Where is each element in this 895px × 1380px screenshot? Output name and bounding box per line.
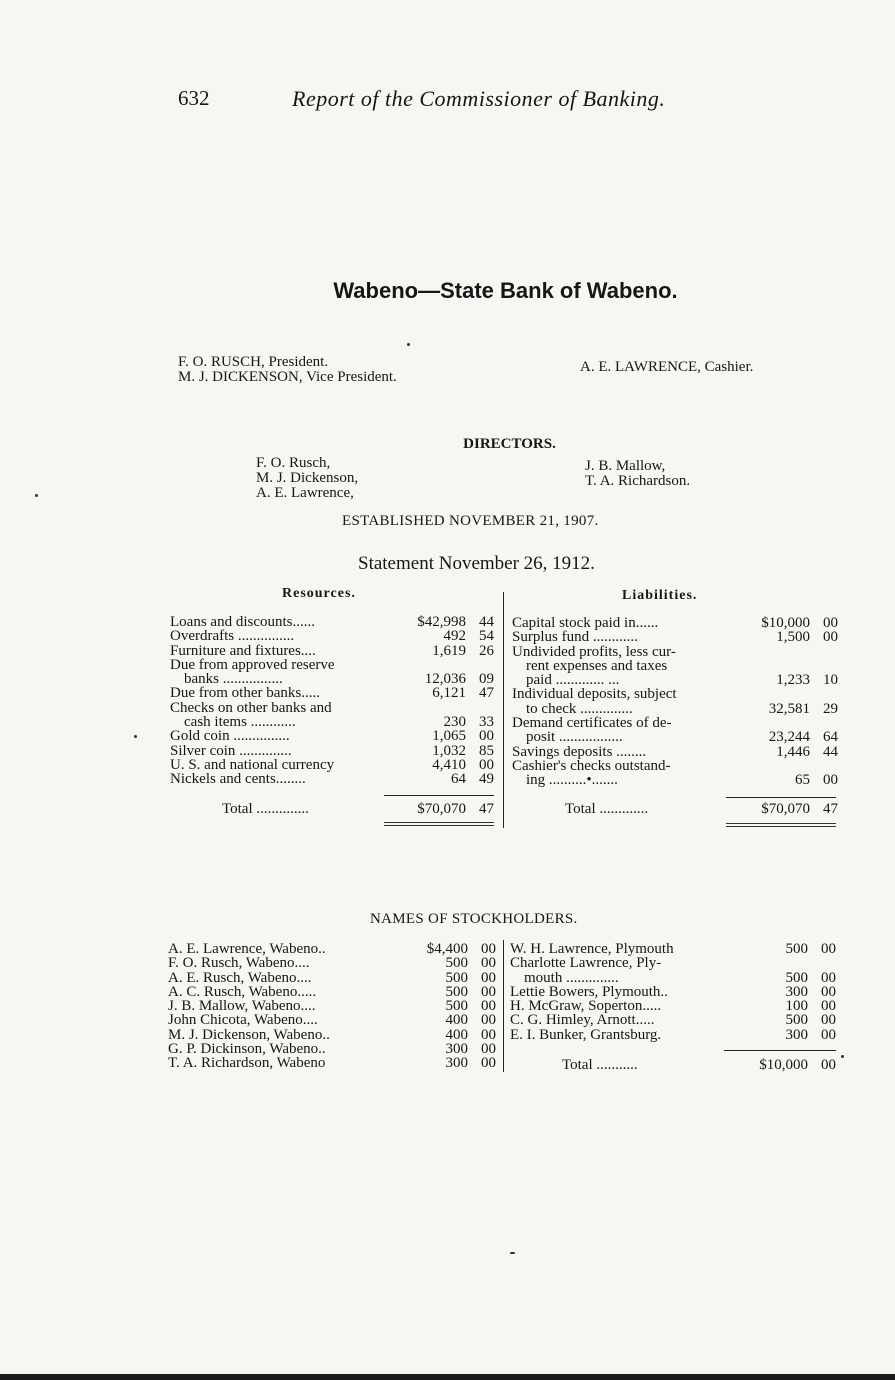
ledger-row: Cashier's checks outstand-: [512, 758, 671, 774]
page-number: 632: [178, 86, 210, 110]
ledger-row: Overdrafts ............... 492 54: [170, 628, 494, 645]
ledger-row: Capital stock paid in...... $10,000 00: [512, 615, 838, 631]
column-divider: [503, 592, 504, 828]
stockholder-row: C. G. Himley, Arnott..... 500 00: [510, 1012, 836, 1029]
directors-heading-text: DIRECTORS.: [463, 436, 556, 452]
director-name: J. B. Mallow,: [585, 458, 666, 474]
ledger-row: ing ..........•....... 65 00: [526, 772, 838, 789]
bank-title-text: Wabeno—State Bank of Wabeno.: [333, 278, 678, 303]
ledger-total: Total .............. $70,070 47: [222, 801, 494, 817]
ledger-row: Due from approved reserve: [170, 657, 335, 673]
ledger-row: Surplus fund ............ 1,500 00: [512, 629, 838, 646]
liabilities-sum-rule: [726, 797, 836, 798]
resources-sum-rule: [384, 795, 494, 796]
liabilities-heading: Liabilities.: [622, 588, 698, 603]
vice-president-line: M. J. DICKENSON, Vice President.: [178, 369, 397, 385]
stockholders-sum-rule: [724, 1050, 836, 1051]
ledger-row: Individual deposits, subject: [512, 687, 677, 702]
stockholder-row: John Chicota, Wabeno.... 400 00: [168, 1012, 496, 1029]
director-name: F. O. Rusch,: [256, 455, 331, 471]
resources-heading: Resources.: [282, 586, 356, 601]
scan-speck: [510, 1252, 515, 1254]
stockholder-row: A. E. Rusch, Wabeno.... 500 00: [168, 969, 496, 986]
resources-total-row: [222, 802, 494, 816]
ledger-row: Undivided profits, less cur-: [512, 644, 676, 659]
directors-right: [585, 459, 690, 489]
statement-heading: Statement November 26, 1912.: [358, 553, 595, 574]
stockholder-row: G. P. Dickinson, Wabeno.. 300 00: [168, 1041, 496, 1058]
bank-title: [0, 278, 895, 304]
scan-speck: [134, 735, 137, 738]
stockholder-row: F. O. Rusch, Wabeno.... 500 00: [168, 955, 496, 972]
director-name: A. E. Lawrence,: [256, 485, 354, 501]
stockholders-total-row: [562, 1058, 836, 1072]
director-name: M. J. Dickenson,: [256, 470, 359, 486]
resources-table: [170, 615, 494, 787]
scan-speck: [35, 494, 38, 497]
ledger-row: to check .............. 32,581 29: [526, 700, 838, 717]
ledger-row: Loans and discounts...... $42,998 44: [170, 614, 494, 630]
ledger-row: paid ............. ... 1,233 10: [526, 672, 838, 689]
cashier-line: A. E. LAWRENCE, Cashier.: [580, 359, 754, 375]
stockholder-row: Lettie Bowers, Plymouth.. 300 00: [510, 983, 836, 1000]
ledger-row: banks ................ 12,036 09: [184, 671, 494, 688]
stockholder-row: A. E. Lawrence, Wabeno.. $4,400 00: [168, 941, 496, 957]
liabilities-total-row: [565, 802, 838, 816]
scan-speck: [407, 343, 410, 346]
stockholders-divider: [503, 940, 504, 1072]
stockholder-row: E. I. Bunker, Grantsburg. 300 00: [510, 1026, 836, 1043]
established-line: ESTABLISHED NOVEMBER 21, 1907.: [342, 513, 599, 529]
directors-left: [256, 456, 358, 501]
stockholder-row: W. H. Lawrence, Plymouth 500 00: [510, 941, 836, 957]
liabilities-table: [512, 616, 838, 788]
resources-double-rule: [384, 822, 494, 826]
stockholder-row: A. C. Rusch, Wabeno..... 500 00: [168, 983, 496, 1000]
stockholders-right: [510, 942, 836, 1042]
stockholder-row: H. McGraw, Soperton..... 100 00: [510, 998, 836, 1015]
stockholders-total: Total ........... $10,000 00: [562, 1057, 836, 1073]
running-title: Report of the Commissioner of Banking.: [292, 86, 666, 111]
stockholder-row: mouth .............. 500 00: [524, 969, 836, 986]
ledger-row: posit ................. 23,244 64: [526, 729, 838, 746]
stockholders-heading: NAMES OF STOCKHOLDERS.: [370, 911, 578, 927]
ledger-row: Nickels and cents........ 64 49: [170, 771, 494, 788]
liabilities-double-rule: [726, 823, 836, 827]
scan-speck: [841, 1055, 844, 1058]
ledger-row: Gold coin ............... 1,065 00: [170, 728, 494, 745]
stockholder-row: Charlotte Lawrence, Ply-: [510, 956, 662, 971]
scan-edge: [0, 1374, 895, 1380]
ledger-row: U. S. and national currency 4,410 00: [170, 756, 494, 773]
ledger-row: Silver coin .............. 1,032 85: [170, 742, 494, 759]
stockholders-left: [168, 942, 496, 1071]
director-name: T. A. Richardson.: [585, 473, 691, 489]
ledger-total: Total ............. $70,070 47: [565, 801, 838, 817]
ledger-row: Due from other banks..... 6,121 47: [170, 685, 494, 702]
president-line: F. O. RUSCH, President.: [178, 354, 329, 370]
ledger-row: Demand certificates of de-: [512, 716, 672, 731]
directors-heading: [0, 436, 895, 453]
stockholder-row: M. J. Dickenson, Wabeno.. 400 00: [168, 1026, 496, 1043]
ledger-row: rent expenses and taxes: [526, 658, 668, 674]
ledger-row: cash items ............ 230 33: [184, 714, 494, 731]
ledger-row: Checks on other banks and: [170, 700, 332, 716]
ledger-row: Furniture and fixtures.... 1,619 26: [170, 642, 494, 659]
stockholder-row: J. B. Mallow, Wabeno.... 500 00: [168, 998, 496, 1015]
ledger-row: Savings deposits ........ 1,446 44: [512, 743, 838, 760]
stockholder-row: T. A. Richardson, Wabeno 300 00: [168, 1055, 496, 1072]
